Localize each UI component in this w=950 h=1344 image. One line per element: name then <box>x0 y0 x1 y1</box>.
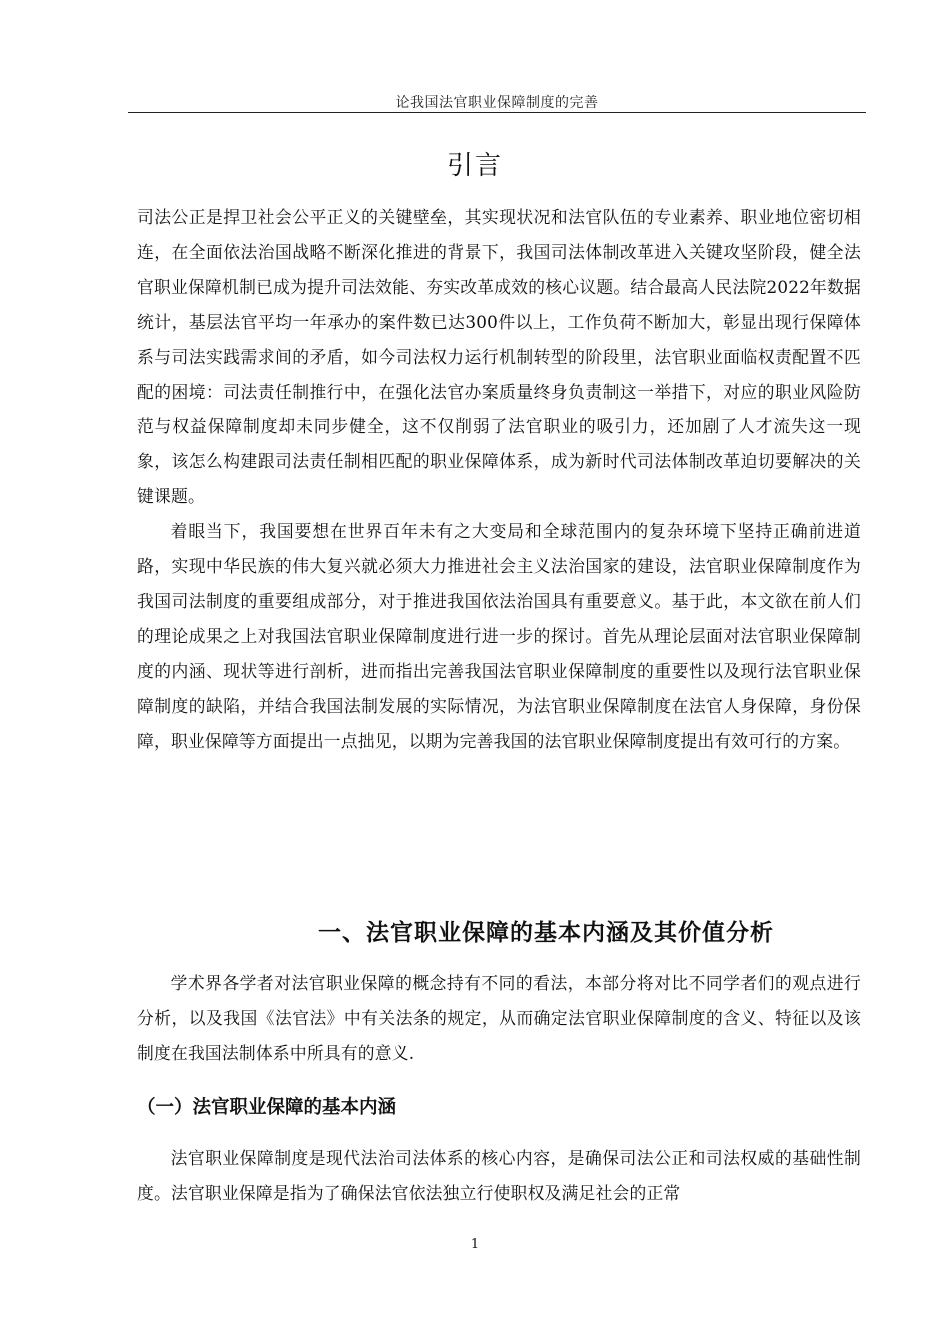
section1-paragraph: 学术界各学者对法官职业保障的概念持有不同的看法，本部分将对比不同学者们的观点进行分析，以及我国《法官法》中有关法条的规定，从而确定法官职业保障制度的含义、特征以及该制度在我国法制体系中所具有的意义. <box>137 973 861 1063</box>
intro-paragraph-1: 司法公正是捍卫社会公平正义的关键壁垒，其实现状况和法官队伍的专业素养、职业地位密切相连，在全面依法治国战略不断深化推进的背景下，我国司法体制改革进入关键攻坚阶段，健全法官职业保障机制已成为提升司法效能、夯实改革成效的核心议题。结合最高人民法院2022年数据统计，基层法官平均一年承办的案件数已达300件以上，工作负荷不断加大，彰显出现行保障体系与司法实践需求间的矛盾，如今司法权力运行机制转型的阶段里，法官职业面临权责配置不匹配的困境：司法责任制推行中，在强化法官办案质量终身负责制这一举措下，对应的职业风险防范与权益保障制度却未同步健全，这不仅削弱了法官职业的吸引力，还加剧了人才流失这一现象，该怎么构建跟司法责任制相匹配的职业保障体系，成为新时代司法体制改革迫切要解决的关键课题。 <box>137 207 861 507</box>
section-title-intro: 引言 <box>446 151 503 181</box>
intro-body <box>137 200 861 759</box>
page-number: 1 <box>470 1237 480 1252</box>
running-header: 论我国法官职业保障制度的完善 <box>395 95 599 111</box>
header-divider <box>128 112 866 113</box>
subsection1-paragraph: 法官职业保障制度是现代法治司法体系的核心内容，是确保司法公正和司法权威的基础性制度。法官职业保障是指为了确保法官依法独立行使职权及满足社会的正常 <box>137 1148 861 1203</box>
section-heading-1: 一、法官职业保障的基本内涵及其价值分析 <box>318 920 774 946</box>
subsection1-body <box>137 1141 861 1211</box>
intro-paragraph-2: 着眼当下，我国要想在世界百年未有之大变局和全球范围内的复杂环境下坚持正确前进道路，实现中华民族的伟大复兴就必须大力推进社会主义法治国家的建设，法官职业保障制度作为我国司法制度的重要组成部分，对于推进我国依法治国具有重要意义。基于此，本文欲在前人们的理论成果之上对我国法官职业保障制度进行进一步的探讨。首先从理论层面对法官职业保障制度的内涵、现状等进行剖析，进而指出完善我国法官职业保障制度的重要性以及现行法官职业保障制度的缺陷，并结合我国法制发展的实际情况，为法官职业保障制度在法官人身保障，身份保障，职业保障等方面提出一点拙见，以期为完善我国的法官职业保障制度提出有效可行的方案。 <box>137 521 861 751</box>
section1-body <box>137 966 861 1071</box>
subsection-heading-1: （一）法官职业保障的基本内涵 <box>137 1097 397 1118</box>
